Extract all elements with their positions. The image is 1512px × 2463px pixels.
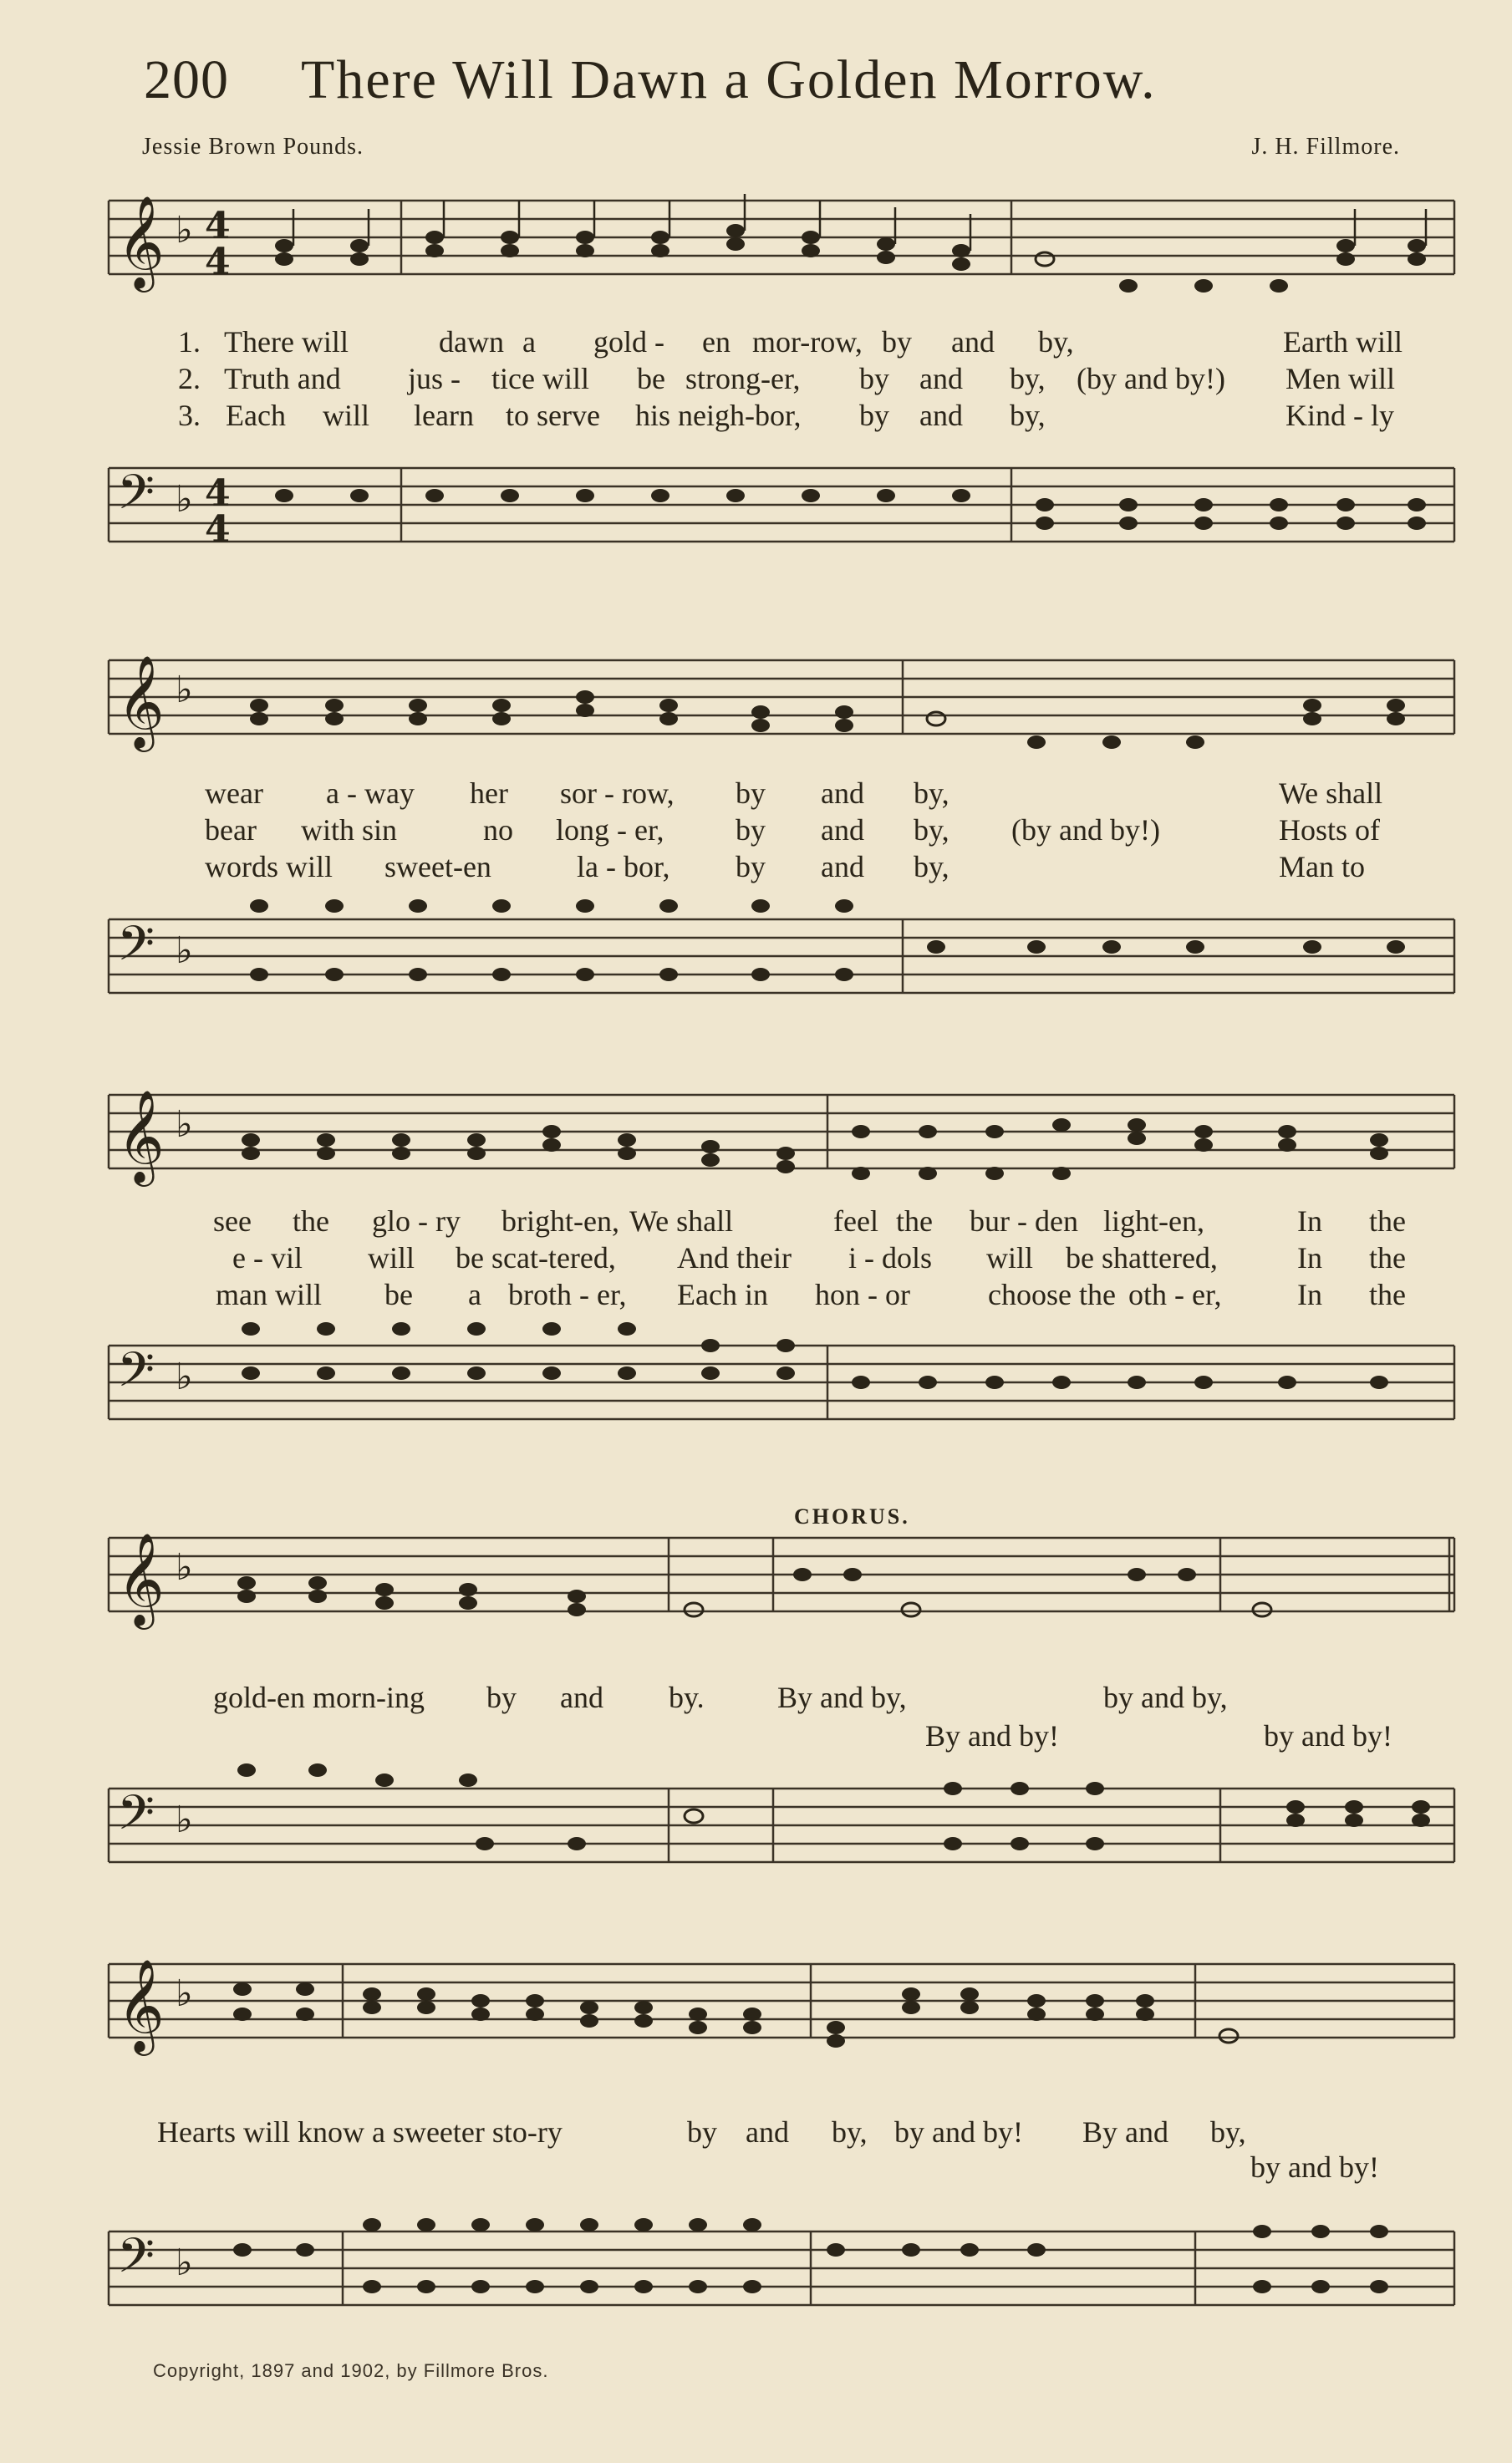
lyric-syllable: (by and by!)	[1011, 813, 1160, 847]
lyric-syllable: by	[859, 362, 889, 395]
lyric-syllable: a	[468, 1278, 481, 1311]
lyric-syllable: In	[1297, 1204, 1322, 1238]
lyric-syllable: oth - er,	[1128, 1278, 1222, 1311]
lyric-syllable: In	[1297, 1241, 1322, 1275]
hymn-title: There Will Dawn a Golden Morrow.	[301, 49, 1157, 110]
lyric-syllable: man will	[216, 1278, 322, 1311]
treble-clef-icon: 𝄞	[117, 1532, 165, 1626]
lyric-syllable: And their	[677, 1241, 792, 1275]
lyric-syllable: by and by!	[894, 2115, 1023, 2149]
lyric-syllable: e - vil	[232, 1241, 303, 1275]
lyric-syllable: be shattered,	[1066, 1241, 1218, 1275]
lyric-syllable: will	[323, 399, 370, 432]
lyric-syllable: and	[919, 399, 963, 432]
chorus-label: CHORUS.	[794, 1504, 910, 1529]
flat-icon: ♭	[176, 669, 193, 711]
flat-icon: ♭	[176, 209, 193, 252]
treble-staff	[92, 652, 1454, 752]
lyric-line	[92, 2114, 1454, 2151]
copyright-notice: Copyright, 1897 and 1902, by Fillmore Bros.	[153, 2360, 549, 2381]
lyric-syllable: long - er,	[556, 813, 664, 847]
lyric-syllable: by,	[1210, 2115, 1246, 2149]
lyric-line	[92, 398, 1454, 435]
bass-clef-icon: 𝄢	[117, 2227, 155, 2296]
bass-staff	[92, 1755, 1454, 1872]
bass-staff	[92, 2198, 1454, 2315]
treble-staff	[92, 1956, 1454, 2064]
lyric-syllable: by	[736, 776, 766, 810]
lyric-syllable: by	[882, 325, 912, 359]
treble-clef-icon: 𝄞	[117, 1958, 165, 2052]
lyric-syllable: and	[560, 1681, 603, 1714]
treble-staff	[92, 1086, 1454, 1187]
lyric-syllable: a - way	[326, 776, 415, 810]
lyric-line	[92, 2150, 1454, 2186]
lyric-syllable: strong-er,	[685, 362, 801, 395]
lyric-syllable: and	[919, 362, 963, 395]
lyric-syllable: by	[736, 850, 766, 883]
lyric-syllable: (by and by!)	[1077, 362, 1225, 395]
lyric-syllable: and	[821, 813, 864, 847]
flat-icon: ♭	[176, 1356, 193, 1398]
flat-icon: ♭	[176, 1103, 193, 1146]
lyric-syllable: Truth and	[224, 362, 341, 395]
flat-icon: ♭	[176, 478, 193, 521]
lyric-syllable: By and	[1082, 2115, 1168, 2149]
bass-clef-icon: 𝄢	[117, 1341, 155, 1410]
lyric-syllable: Hearts will know a sweeter sto-ry	[157, 2115, 563, 2149]
lyric-syllable: and	[821, 776, 864, 810]
lyric-syllable: the	[1369, 1278, 1406, 1311]
lyric-syllable: by	[859, 399, 889, 432]
lyric-line	[92, 1240, 1454, 1277]
lyric-syllable: light-en,	[1103, 1204, 1204, 1238]
lyric-syllable: his neigh-bor,	[635, 399, 802, 432]
lyric-syllable: jus -	[408, 362, 461, 395]
lyric-syllable: gold-en morn-ing	[213, 1681, 425, 1714]
svg-text:4: 4	[205, 472, 231, 515]
lyric-syllable: i - dols	[848, 1241, 933, 1275]
flat-icon: ♭	[176, 1799, 193, 1841]
lyric-syllable: with sin	[301, 813, 398, 847]
flat-icon: ♭	[176, 929, 193, 972]
lyric-syllable: will	[368, 1241, 415, 1275]
verse-number: 1.	[178, 325, 201, 359]
treble-staff	[92, 1529, 1454, 1638]
flat-icon: ♭	[176, 1972, 193, 2015]
lyric-syllable: Each in	[677, 1278, 768, 1311]
lyric-line	[92, 1680, 1454, 1717]
lyric-syllable: and	[746, 2115, 789, 2149]
lyric-syllable: la - bor,	[577, 850, 670, 883]
composer-credit: J. H. Fillmore.	[1251, 134, 1400, 160]
treble-clef-icon: 𝄞	[117, 654, 165, 748]
flat-icon: ♭	[176, 2242, 193, 2284]
lyric-syllable: the	[1369, 1241, 1406, 1275]
treble-clef-icon: 𝄞	[117, 195, 165, 288]
lyric-syllable: tice will	[491, 362, 589, 395]
lyric-syllable: by and by!	[1264, 1719, 1392, 1753]
svg-text:4: 4	[205, 205, 231, 247]
verse-number: 3.	[178, 399, 201, 432]
bass-clef-icon: 𝄢	[117, 915, 155, 984]
lyric-syllable: Kind - ly	[1285, 399, 1394, 432]
lyric-syllable: and	[951, 325, 995, 359]
lyric-syllable: By and by,	[777, 1681, 907, 1714]
lyric-syllable: by,	[1010, 399, 1046, 432]
lyric-syllable: mor-row,	[752, 325, 863, 359]
lyric-syllable: by,	[832, 2115, 868, 2149]
lyric-syllable: dawn	[439, 325, 504, 359]
lyric-syllable: be scat-tered,	[456, 1241, 616, 1275]
bass-staff	[92, 886, 1454, 1003]
lyric-syllable: the	[293, 1204, 329, 1238]
verse-number: 2.	[178, 362, 201, 395]
lyric-syllable: We shall	[629, 1204, 734, 1238]
lyric-line	[92, 812, 1454, 849]
lyric-syllable: Earth will	[1283, 325, 1403, 359]
lyric-syllable: the	[1369, 1204, 1406, 1238]
lyric-line	[92, 1277, 1454, 1314]
hymn-number: 200	[144, 49, 229, 110]
lyric-syllable: by,	[914, 813, 949, 847]
treble-clef-icon: 𝄞	[117, 1089, 165, 1183]
bass-clef-icon: 𝄢	[117, 464, 155, 532]
lyric-syllable: be	[637, 362, 665, 395]
bass-clef-icon: 𝄢	[117, 1784, 155, 1853]
lyric-syllable: by and by,	[1103, 1681, 1228, 1714]
lyric-syllable: Men will	[1285, 362, 1395, 395]
lyric-syllable: choose the	[988, 1278, 1116, 1311]
lyric-line	[92, 361, 1454, 398]
author-credit: Jessie Brown Pounds.	[142, 134, 364, 160]
lyric-syllable: bear	[205, 813, 257, 847]
lyric-syllable: by,	[1010, 362, 1046, 395]
lyric-syllable: Hosts of	[1279, 813, 1381, 847]
lyric-syllable: be	[384, 1278, 413, 1311]
lyric-syllable: by	[687, 2115, 717, 2149]
lyric-syllable: Each	[226, 399, 286, 432]
lyric-syllable: feel	[833, 1204, 878, 1238]
lyric-syllable: by	[736, 813, 766, 847]
lyric-syllable: by,	[914, 850, 949, 883]
lyric-syllable: words will	[205, 850, 333, 883]
lyric-syllable: a	[522, 325, 536, 359]
svg-text:4: 4	[205, 241, 231, 283]
lyric-syllable: by,	[914, 776, 949, 810]
lyric-syllable: the	[896, 1204, 933, 1238]
lyric-syllable: bright-en,	[501, 1204, 619, 1238]
lyric-syllable: Man to	[1279, 850, 1365, 883]
lyric-syllable: wear	[205, 776, 263, 810]
lyric-syllable: hon - or	[815, 1278, 910, 1311]
lyric-syllable: by.	[669, 1681, 705, 1714]
lyric-syllable: no	[483, 813, 513, 847]
lyric-syllable: broth - er,	[508, 1278, 627, 1311]
bass-staff	[92, 1312, 1454, 1429]
lyric-syllable: by and by!	[1250, 2150, 1379, 2184]
lyric-syllable: learn	[414, 399, 474, 432]
lyric-syllable: will	[986, 1241, 1034, 1275]
lyric-syllable: by	[486, 1681, 517, 1714]
lyric-line	[92, 324, 1454, 361]
lyric-line	[92, 776, 1454, 812]
lyric-syllable: gold -	[593, 325, 664, 359]
lyric-syllable: see	[213, 1204, 252, 1238]
flat-icon: ♭	[176, 1546, 193, 1589]
lyric-syllable: By and by!	[925, 1719, 1059, 1753]
lyric-syllable: sweet-en	[384, 850, 491, 883]
lyric-syllable: to serve	[506, 399, 600, 432]
lyric-syllable: en	[702, 325, 731, 359]
svg-text:4: 4	[205, 508, 231, 551]
lyric-line	[92, 849, 1454, 886]
lyric-syllable: There will	[224, 325, 349, 359]
lyric-line	[92, 1204, 1454, 1240]
lyric-syllable: We shall	[1279, 776, 1383, 810]
lyric-syllable: by,	[1038, 325, 1074, 359]
lyric-syllable: bur - den	[970, 1204, 1078, 1238]
bass-staff	[92, 435, 1454, 552]
lyric-syllable: her	[470, 776, 508, 810]
lyric-syllable: and	[821, 850, 864, 883]
lyric-syllable: In	[1297, 1278, 1322, 1311]
lyric-syllable: glo - ry	[372, 1204, 461, 1238]
treble-staff	[92, 192, 1454, 293]
lyric-syllable: sor - row,	[560, 776, 675, 810]
lyric-line	[92, 1718, 1454, 1755]
